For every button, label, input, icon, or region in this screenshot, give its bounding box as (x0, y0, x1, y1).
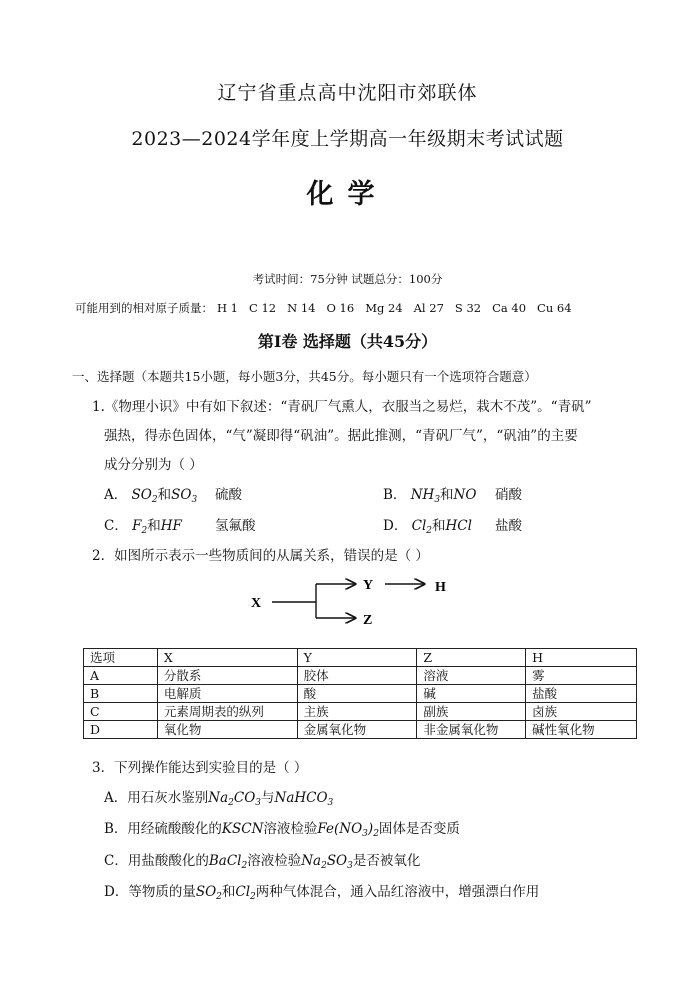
formula: $Na_2CO_3$ (208, 790, 261, 808)
option-letter: B． (383, 487, 407, 503)
formula: HCl (445, 518, 472, 534)
formula: NaHCO$_3$ (274, 790, 334, 808)
table-row (84, 685, 637, 703)
option-letter: A． (104, 487, 128, 503)
atom-mass: C 12 (249, 301, 277, 315)
option-text: 固体是否变质 (378, 821, 460, 837)
atom-mass: Ca 40 (492, 301, 527, 315)
formula: $Na_2SO_3$ (301, 853, 353, 871)
option-text: A．用石灰水鉴别 (104, 790, 209, 806)
table-cell: D (84, 721, 158, 739)
conjunction: 和 (147, 518, 161, 534)
table-cell: B (84, 685, 158, 703)
formula: $F_2$ (132, 518, 148, 536)
diagram-x: X (251, 596, 262, 611)
option-text: 溶液检验 (263, 821, 318, 837)
q3-option-d (104, 880, 539, 902)
exam-info: 考试时间：75分钟 试题总分：100分 (252, 272, 443, 286)
atom-mass: O 16 (326, 301, 355, 315)
diagram-y: Y (363, 578, 374, 593)
option-text: C．用盐酸酸化的 (104, 853, 209, 869)
option-letter: C． (104, 518, 128, 534)
q3-option-a (104, 786, 333, 808)
table-cell: 金属氧化物 (297, 721, 417, 739)
exam-title: 2023—2024学年度上学期高一年级期末考试试题 (131, 128, 564, 150)
table-cell: 卤族 (526, 703, 637, 721)
q3-option-b (104, 817, 460, 839)
table-cell: A (84, 667, 158, 685)
table-header: Y (297, 649, 417, 667)
table-header: Z (417, 649, 526, 667)
table-cell: 碱性氧化物 (526, 721, 637, 739)
atom-mass: Cu 64 (537, 301, 572, 315)
q1-option-b (383, 483, 476, 505)
formula: HF (160, 518, 182, 534)
part-title: 第Ⅰ卷 选择题（共45分） (257, 332, 438, 351)
q1-option-c-acid: 氢氟酸 (215, 518, 256, 534)
table-cell: 电解质 (157, 685, 297, 703)
conjunction: 和 (221, 884, 236, 900)
table-cell: C (84, 703, 158, 721)
q1-line1: 1.《物理小识》中有如下叙述：“青矾厂气熏人，衣服当之易烂，栽木不茂”。“青矾” (92, 399, 592, 415)
option-text: D．等物质的量 (104, 884, 196, 900)
q3-stem: 3．下列操作能达到实验目的是（ ） (92, 760, 308, 776)
atom-mass: S 32 (454, 301, 482, 315)
atomic-masses (75, 300, 583, 316)
option-letter: D． (383, 518, 408, 534)
atom-mass: H 1 (217, 301, 239, 315)
q1-option-a-acid: 硫酸 (215, 487, 242, 503)
table-cell: 酸 (297, 685, 417, 703)
table-row (84, 703, 637, 721)
atom-mass: Al 27 (413, 301, 444, 315)
table-header: 选项 (84, 649, 158, 667)
table-cell: 分散系 (157, 667, 297, 685)
table-row (84, 667, 637, 685)
conjunction: 和 (432, 518, 446, 534)
atom-mass: Mg 24 (365, 301, 403, 315)
table-cell: 氧化物 (157, 721, 297, 739)
formula: NO (453, 487, 477, 503)
relationship-diagram (240, 570, 460, 632)
table-cell: 溶液 (417, 667, 526, 685)
formula: $SO_2$ (195, 884, 222, 902)
formula: $SO_2$ (131, 487, 158, 505)
conjunction: 与 (261, 790, 275, 806)
table-cell: 主族 (297, 703, 417, 721)
table-cell: 非金属氧化物 (417, 721, 526, 739)
q1-line3: 成分分别为（ ） (104, 457, 203, 473)
q1-option-c (104, 514, 182, 536)
q2-stem: 2．如图所示表示一些物质间的从属关系，错误的是（ ） (92, 548, 429, 564)
formula: $SO_3$ (171, 487, 198, 505)
option-text: 溶液检验 (247, 853, 302, 869)
formula: $Cl_2$ (235, 884, 256, 902)
conjunction: 和 (157, 487, 172, 503)
q2-table (83, 648, 637, 739)
q1-option-b-acid: 硝酸 (495, 487, 522, 503)
table-cell: 元素周期表的纵列 (157, 703, 297, 721)
q1-option-a (104, 483, 197, 505)
table-cell: 副族 (417, 703, 526, 721)
diagram-h: H (435, 580, 446, 595)
school-title: 辽宁省重点高中沈阳市郊联体 (217, 82, 478, 104)
table-header: H (526, 649, 637, 667)
atomic-masses-label: 可能用到的相对原子质量： (75, 301, 213, 315)
option-text: 是否被氧化 (352, 853, 421, 869)
table-header: X (157, 649, 297, 667)
subject-title: 化学 (306, 179, 389, 210)
table-header-row (84, 649, 637, 667)
q1-line2: 强热，得赤色固体，“气”凝即得“矾油”。据此推测，“青矾厂气”，“矾油”的主要 (104, 428, 578, 444)
table-cell: 雾 (526, 667, 637, 685)
formula: $Fe(NO_3)_2$ (317, 821, 379, 839)
diagram-z: Z (363, 613, 373, 628)
option-text: B．用经硫酸酸化的 (104, 821, 222, 837)
atom-mass: N 14 (287, 301, 316, 315)
table-cell: 盐酸 (526, 685, 637, 703)
table-cell: 胶体 (297, 667, 417, 685)
formula: $NH_3$ (410, 487, 441, 505)
q1-option-d-acid: 盐酸 (495, 518, 522, 534)
table-cell: 碱 (417, 685, 526, 703)
formula: BaCl$_2$ (208, 853, 248, 871)
formula: KSCN (221, 821, 264, 837)
conjunction: 和 (440, 487, 454, 503)
section-title: 一、选择题（本题共15小题，每小题3分，共45分。每小题只有一个选项符合题意） (72, 369, 537, 384)
option-text: 两种气体混合，通入品红溶液中，增强漂白作用 (255, 884, 540, 900)
formula: $Cl_2$ (411, 518, 433, 536)
table-row (84, 721, 637, 739)
q1-option-d (383, 514, 472, 536)
q3-option-c (104, 849, 420, 871)
